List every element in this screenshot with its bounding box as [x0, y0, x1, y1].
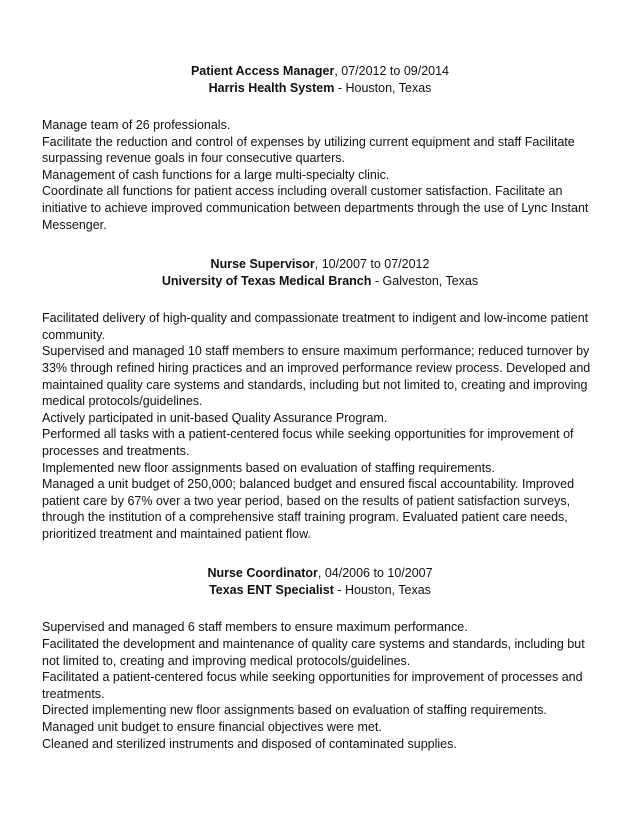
job-duties-list	[42, 619, 598, 752]
duty-item: Coordinate all functions for patient access including overall customer satisfaction. Facilitate an initiative to achieve improved communication between departments through the use of Lync Instant Messenger.	[42, 184, 589, 232]
job-dates: , 10/2007 to 07/2012	[314, 257, 430, 272]
job-employer-line	[42, 582, 598, 599]
job-location: - Houston, Texas	[334, 81, 432, 95]
job-title-line	[42, 63, 598, 80]
duty-item: Management of cash functions for a large multi-specialty clinic.	[42, 167, 390, 182]
job-dates: , 07/2012 to 09/2014	[334, 64, 450, 78]
job-employer-line	[42, 273, 598, 290]
duty-item: Directed implementing new floor assignments based on evaluation of staffing requirements.	[42, 703, 547, 718]
duty-item: Facilitate the reduction and control of expenses by utilizing current equipment and staff Facilitate surpassing revenue goals in four consecutive quarters.	[42, 134, 575, 166]
job-employer: Harris Health System	[208, 81, 335, 95]
job-dates: , 04/2006 to 10/2007	[317, 566, 433, 581]
job-entry-patient-access-manager	[42, 63, 598, 233]
job-title: Patient Access Manager	[190, 64, 335, 78]
duty-item: Facilitated delivery of high-quality and compassionate treatment to indigent and low-income patient community.	[42, 311, 589, 342]
job-employer: University of Texas Medical Branch	[161, 274, 372, 289]
job-title-line	[42, 565, 598, 582]
job-header	[42, 256, 598, 290]
job-title-line	[42, 256, 598, 273]
duty-item: Facilitated the development and maintenance of quality care systems and standards, including but not limited to, creating and improving medical protocols/guidelines.	[42, 637, 585, 668]
job-duties-list	[42, 310, 598, 542]
job-title: Nurse Supervisor	[210, 257, 315, 272]
job-employer: Texas ENT Specialist	[209, 583, 334, 598]
job-location: - Galveston, Texas	[371, 274, 479, 289]
job-employer-line	[42, 80, 598, 97]
duty-item: Manage team of 26 professionals.	[42, 118, 231, 132]
duty-item: Cleaned and sterilized instruments and disposed of contaminated supplies.	[42, 736, 457, 751]
duty-item: Actively participated in unit-based Quality Assurance Program.	[42, 410, 388, 425]
duty-item: Managed unit budget to ensure financial objectives were met.	[42, 720, 382, 735]
duty-item: Supervised and managed 6 staff members to ensure maximum performance.	[42, 620, 468, 635]
job-location: - Houston, Texas	[333, 583, 431, 598]
duty-item: Managed a unit budget of 250,000; balanced budget and ensured fiscal accountability. Improved patient care by 67% over a two year period, based on the results of patient satisfaction surveys, through the institution of a comprehensive staff training program. Evaluated patient care needs, prioritized treatment and maintained patient flow.	[42, 477, 575, 541]
job-header	[42, 565, 598, 599]
job-entry-nurse-coordinator	[42, 565, 598, 752]
duty-item: Supervised and managed 10 staff members to ensure maximum performance; reduced turnover by 33% through refined hiring practices and an improved performance review process. Developed and maintained quality care systems and standards, including but not limited to, creating and improving medical protocols/guidelines.	[42, 344, 591, 409]
job-header	[42, 63, 598, 97]
duty-item: Implemented new floor assignments based on evaluation of staffing requirements.	[42, 460, 495, 475]
job-title: Nurse Coordinator	[207, 566, 318, 581]
duty-item: Performed all tasks with a patient-centered focus while seeking opportunities for improvement of processes and treatments.	[42, 427, 574, 458]
duty-item: Facilitated a patient-centered focus while seeking opportunities for improvement of processes and treatments.	[42, 670, 583, 701]
job-entry-nurse-supervisor	[42, 256, 598, 542]
job-duties-list	[42, 117, 598, 233]
